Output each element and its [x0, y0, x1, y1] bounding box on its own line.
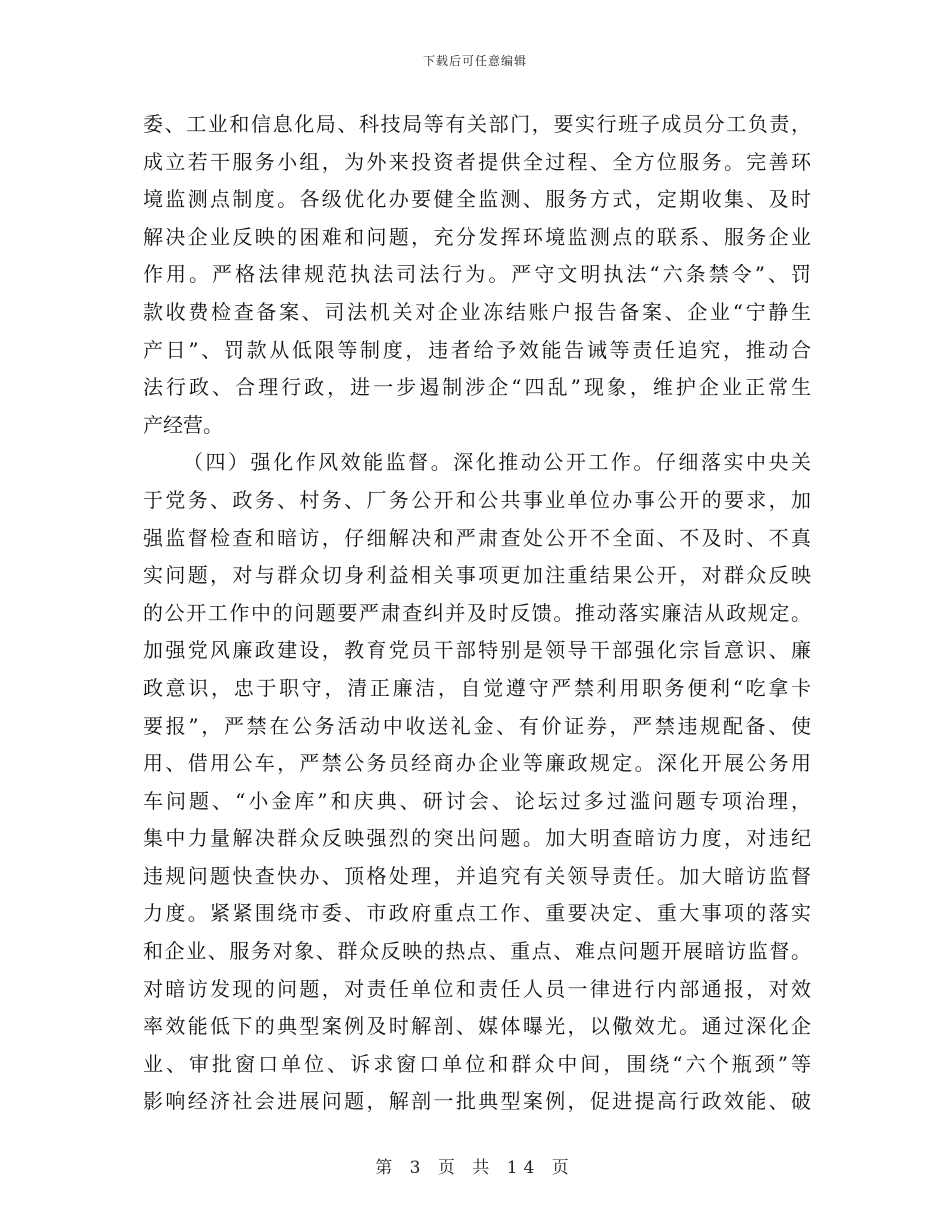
text-line: 款收费检查备案、司法机关对企业冻结账户报告备案、企业“宁静生	[143, 299, 811, 324]
text-line: 车问题、“小金库”和庆典、研讨会、论坛过多过滥问题专项治理，	[143, 788, 811, 813]
text-line: 加强党风廉政建设，教育党员干部特别是领导干部强化宗旨意识、廉	[143, 638, 811, 663]
section-heading-line: （四）强化作风效能监督。深化推动公开工作。仔细落实中央关	[183, 450, 811, 475]
text-line: 率效能低下的典型案例及时解剖、媒体曝光，以儆效尤。通过深化企	[143, 1014, 811, 1039]
text-line: 违规问题快查快办、顶格处理，并追究有关领导责任。加大暗访监督	[143, 863, 811, 888]
text-line: 解决企业反映的困难和问题，充分发挥环境监测点的联系、服务企业	[143, 224, 811, 249]
page-header-note: 下载后可任意编辑	[422, 54, 527, 68]
text-line: 业、审批窗口单位、诉求窗口单位和群众中间，围绕“六个瓶颈”等	[143, 1051, 811, 1076]
text-line: 境监测点制度。各级优化办要健全监测、服务方式，定期收集、及时	[143, 187, 811, 212]
text-line: 影响经济社会进展问题，解剖一批典型案例，促进提高行政效能、破	[143, 1089, 811, 1114]
text-line: 集中力量解决群众反映强烈的突出问题。加大明查暗访力度，对违纪	[143, 826, 811, 851]
text-line: 实问题，对与群众切身利益相关事项更加注重结果公开，对群众反映	[143, 563, 811, 588]
text-line: 于党务、政务、村务、厂务公开和公共事业单位办事公开的要求，加	[143, 487, 811, 512]
text-line: 要报”，严禁在公务活动中收送礼金、有价证券，严禁违规配备、使	[143, 713, 811, 738]
page-number-footer: 第 3 页 共 14 页	[375, 1158, 575, 1178]
text-line: 对暗访发现的问题，对责任单位和责任人员一律进行内部通报，对效	[143, 976, 811, 1001]
text-line: 作用。严格法律规范执法司法行为。严守文明执法“六条禁令”、罚	[143, 262, 811, 287]
text-line: 的公开工作中的问题要严肃查纠并及时反馈。推动落实廉洁从政规定。	[143, 600, 811, 625]
text-line: 委、工业和信息化局、科技局等有关部门，要实行班子成员分工负责，	[143, 112, 811, 136]
text-line: 成立若干服务小组，为外来投资者提供全过程、全方位服务。完善环	[143, 149, 811, 174]
text-line: 和企业、服务对象、群众反映的热点、重点、难点问题开展暗访监督。	[143, 939, 811, 964]
text-line: 政意识，忠于职守，清正廉洁，自觉遵守严禁利用职务便利“吃拿卡	[143, 675, 811, 700]
body-text	[143, 106, 811, 1121]
text-line: 用、借用公车，严禁公务员经商办企业等廉政规定。深化开展公务用	[143, 751, 811, 776]
text-line: 产经营。	[143, 412, 223, 437]
text-line: 力度。紧紧围绕市委、市政府重点工作、重要决定、重大事项的落实	[143, 901, 811, 926]
text-line: 强监督检查和暗访，仔细解决和严肃查处公开不全面、不及时、不真	[143, 525, 811, 550]
text-line: 法行政、合理行政，进一步遏制涉企“四乱”现象，维护企业正常生	[143, 375, 811, 400]
text-line: 产日”、罚款从低限等制度，违者给予效能告诫等责任追究，推动合	[143, 337, 811, 362]
